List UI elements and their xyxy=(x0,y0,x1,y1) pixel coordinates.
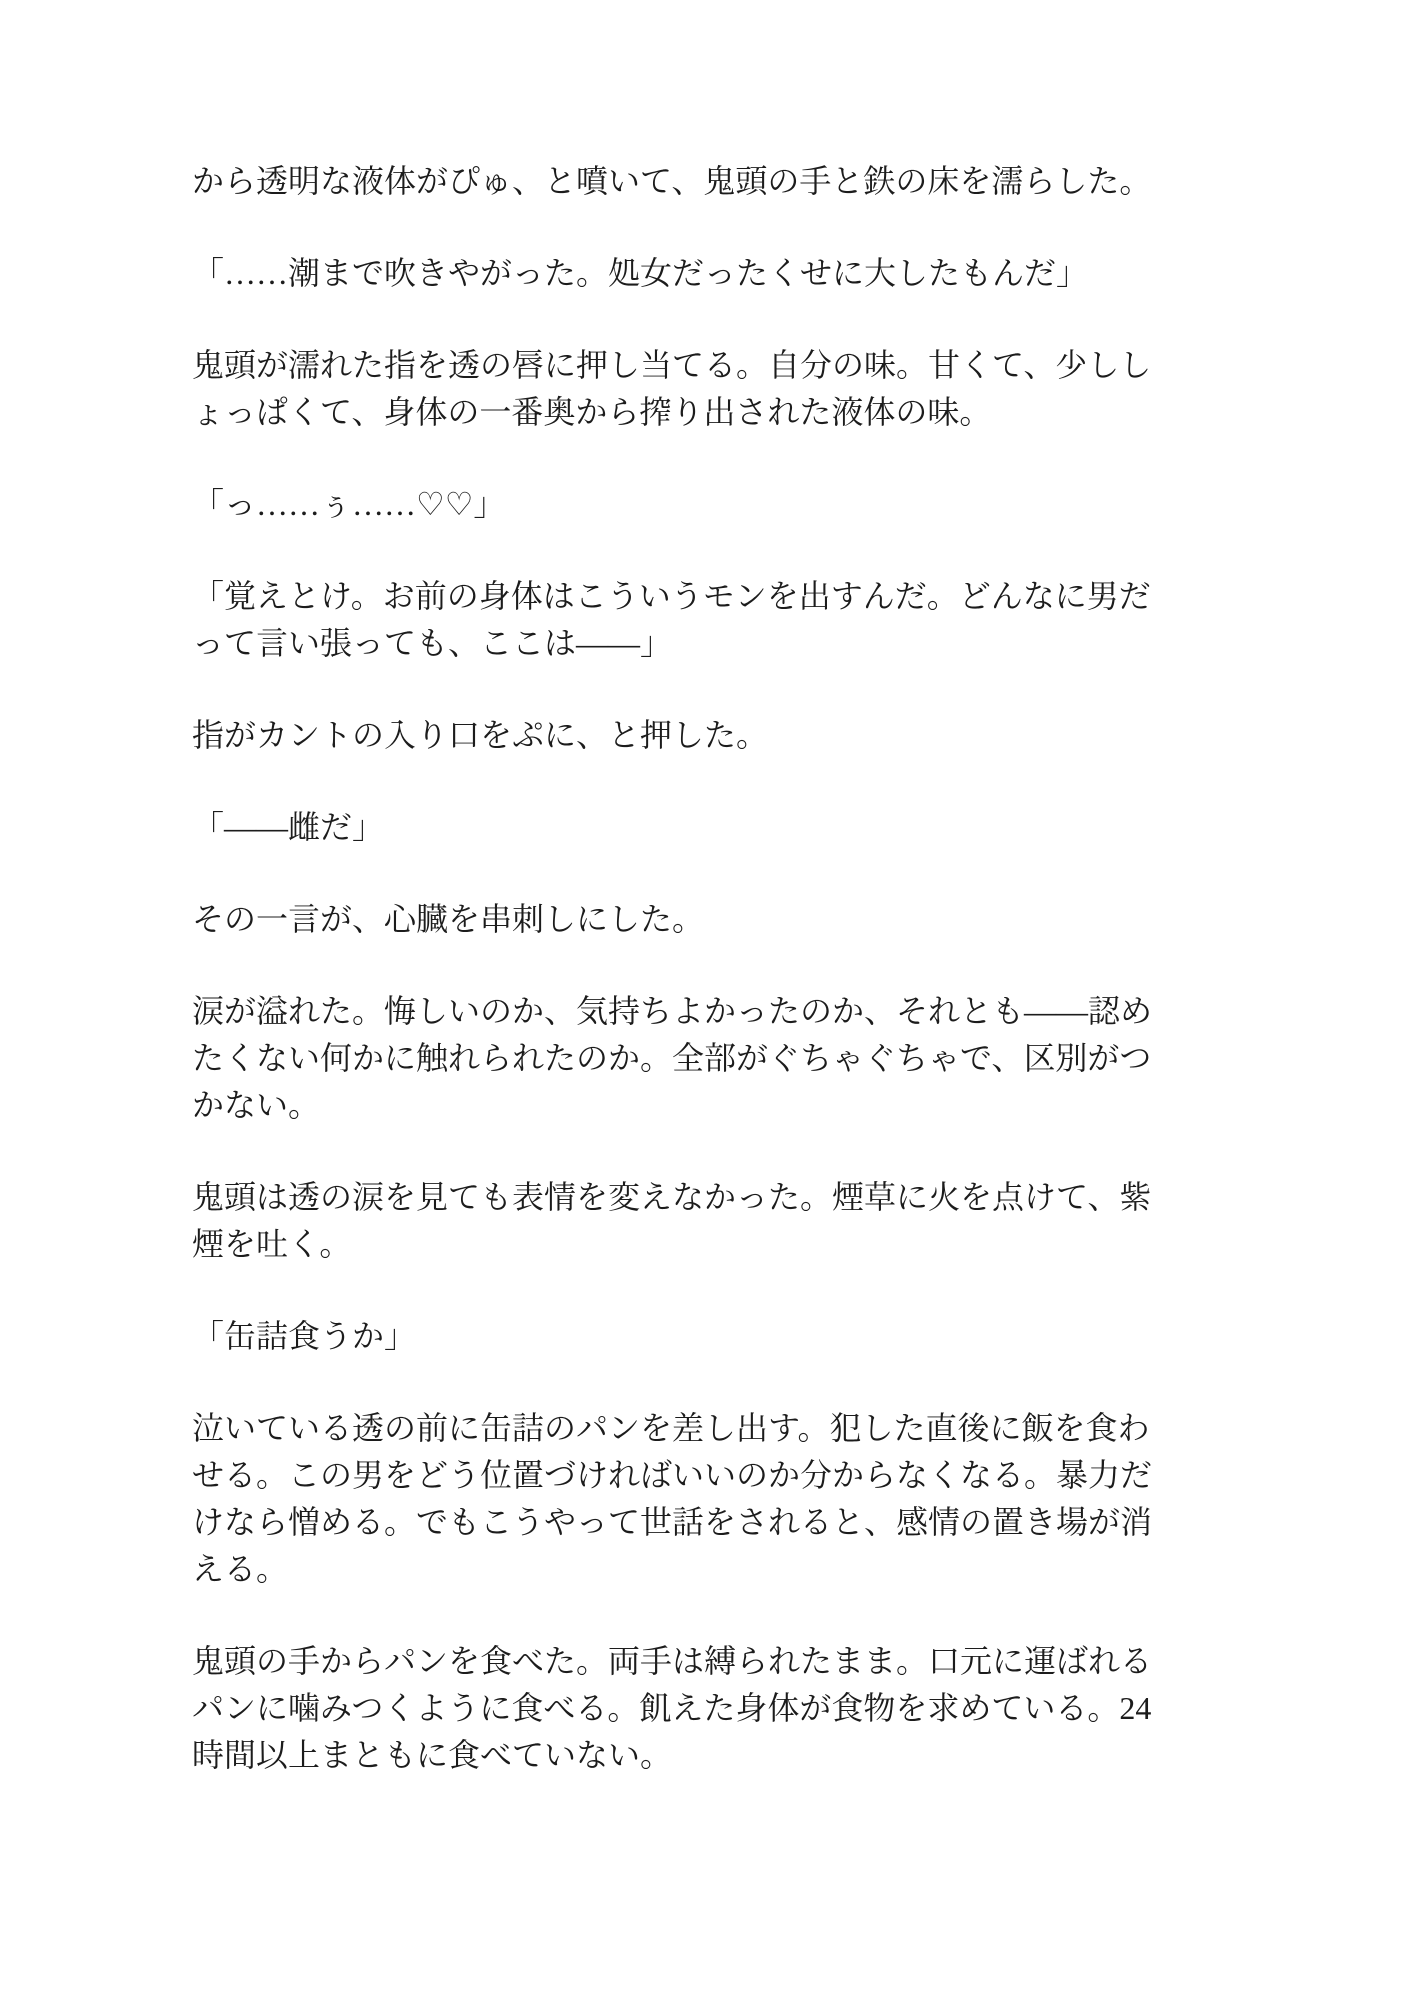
paragraph: 鬼頭の手からパンを食べた。両手は縛られたまま。口元に運ばれるパンに噛みつくように食べる。飢えた身体が食物を求めている。24時間以上まともに食べていない。 xyxy=(192,1643,1153,1773)
paragraph: 「――雌だ」 xyxy=(192,809,385,845)
paragraph: 鬼頭は透の涙を見ても表情を変えなかった。煙草に火を点けて、紫煙を吐く。 xyxy=(192,1179,1152,1262)
paragraph: 指がカントの入り口をぷに、と押した。 xyxy=(192,717,769,753)
paragraph: 「缶詰食うか」 xyxy=(192,1318,417,1354)
paragraph: から透明な液体がぴゅ、と噴いて、鬼頭の手と鉄の床を濡らした。 xyxy=(192,163,1152,199)
paragraph: 鬼頭が濡れた指を透の唇に押し当てる。自分の味。甘くて、少ししょっぱくて、身体の一番奥から搾り出された液体の味。 xyxy=(192,347,1152,430)
paragraph: その一言が、心臓を串刺しにした。 xyxy=(192,901,705,937)
paragraph: 「覚えとけ。お前の身体はこういうモンを出すんだ。どんなに男だって言い張っても、ここは――」 xyxy=(192,578,1151,661)
paragraph: 涙が溢れた。悔しいのか、気持ちよかったのか、それとも――認めたくない何かに触れられたのか。全部がぐちゃぐちゃで、区別がつかない。 xyxy=(192,993,1153,1123)
paragraph: 「……潮まで吹きやがった。処女だったくせに大したもんだ」 xyxy=(192,255,1089,291)
paragraph: 「っ……ぅ……♡♡」 xyxy=(192,486,506,522)
paragraph: 泣いている透の前に缶詰のパンを差し出す。犯した直後に飯を食わせる。この男をどう位置づければいいのか分からなくなる。暴力だけなら憎める。でもこうやって世話をされると、感情の置き場が消える。 xyxy=(192,1410,1153,1587)
